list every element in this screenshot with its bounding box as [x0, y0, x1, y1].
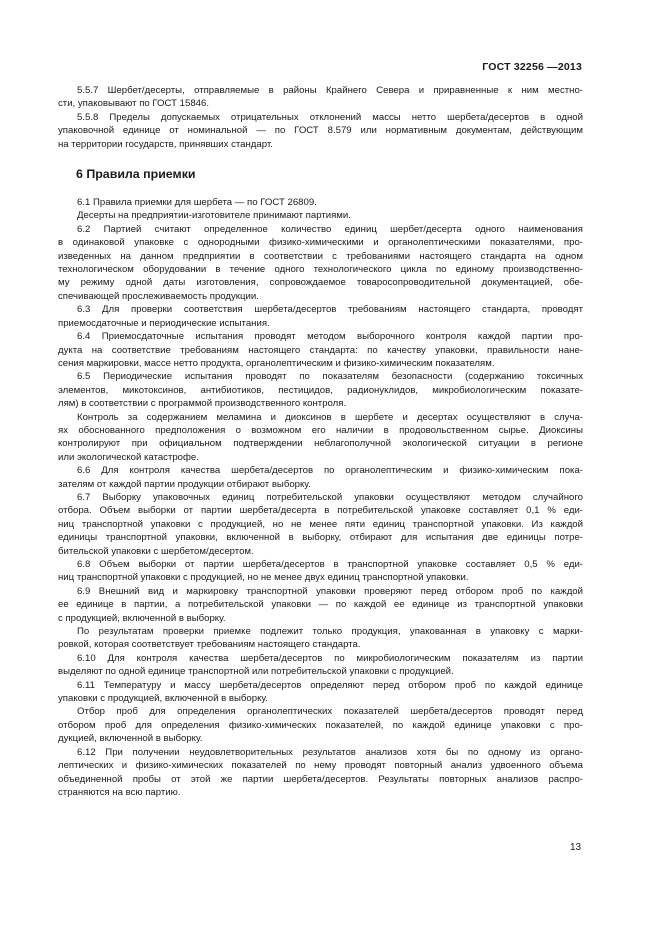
- paragraph-line: отбора. Объем выборки от партии шербета/десерта в потребительской упаковке составляет 0,1 % еди-: [58, 505, 583, 517]
- paragraph-line: ях обоснованного предположения о возможном его наличии в продовольственном сырье. Диоксины: [58, 424, 583, 436]
- paragraph-line: ее единице в партии, а потребительской упаковки — по каждой ее единице из транспортной упаковки: [58, 599, 583, 611]
- page-number: 13: [570, 842, 582, 853]
- paragraph-line: Десерты на предприятии-изготовителе принимают партиями.: [77, 210, 351, 222]
- paragraph-line: 6.10 Для контроля качества шербета/десертов по микробиологическим показателям из партии: [77, 652, 583, 664]
- paragraph-line: единицы транспортной упаковки, включенной в выборку, отбирают для испытания две единицы потре-: [58, 532, 583, 544]
- paragraph-line: 6.6 Для контроля качества шербета/десертов по органолептическим и физико-химическим пока-: [77, 465, 583, 477]
- paragraph-line: 6.9 Внешний вид и маркировку транспортной упаковки проверяют перед отбором проб по каждой: [77, 585, 583, 597]
- paragraph: [58, 746, 583, 800]
- paragraph: [58, 491, 583, 558]
- paragraph-line: 5.5.7 Шербет/десерты, отправляемые в районы Крайнего Севера и приравненные к ним местно-: [77, 85, 583, 96]
- paragraph-line: или экологической катастрофе.: [58, 451, 199, 463]
- paragraph-line: в одинаковой упаковке с однородными физико-химическими и органолептическими показателями, про-: [58, 237, 583, 249]
- paragraph: [58, 411, 583, 465]
- paragraph-line: зателям от каждой партии продукции отбирают выборку.: [58, 478, 311, 490]
- section-title: 6 Правила приемки: [76, 167, 196, 182]
- standard-header: ГОСТ 32256 —2013: [482, 61, 582, 73]
- paragraph-line: лям) в соответствии с программой производственного контроля.: [58, 398, 347, 410]
- paragraph-line: 6.3 Для проверки соответствия шербета/десертов требованиям настоящего стандарта, проводят: [77, 304, 583, 316]
- paragraph-line: 6.8 Объем выборки от партии шербета/десертов в транспортной упаковке составляет 0,5 % еди-: [77, 559, 583, 570]
- paragraph-line: упаковочной единице от номинальной — по ГОСТ 8.579 или нормативным документам, действующим: [58, 125, 583, 137]
- paragraph-line: ниц транспортной упаковки с продукцией, но не менее двух единиц транспортной упаковки.: [58, 572, 469, 584]
- paragraph-line: сти, упаковывают по ГОСТ 15846.: [58, 98, 210, 110]
- paragraph-line: дукта на соответствие требованиям настоящего стандарта: по качеству упаковки, правильности нане-: [58, 344, 583, 356]
- paragraph: [58, 652, 583, 679]
- paragraph-line: По результатам проверки приемке подлежит только продукция, упакованная в упаковку с марки-: [77, 626, 583, 638]
- paragraph-line: элементов, микотоксинов, антибиотиков, пестицидов, радионуклидов, микробиологическим показате-: [58, 384, 583, 396]
- paragraph: [58, 705, 583, 745]
- paragraph-line: страняются на всю партию.: [58, 786, 181, 798]
- paragraph-line: сения маркировки, массе нетто продукта, органолептическим и физико-химическим показателям.: [58, 357, 495, 369]
- paragraph: [58, 196, 583, 209]
- paragraph-line: 6.4 Приемосдаточные испытания проводят методом выборочного контроля каждой партии про-: [77, 331, 583, 343]
- paragraph: [58, 209, 583, 222]
- paragraph-line: 6.11 Температуру и массу шербета/десертов определяют перед отбором проб по каждой единице: [77, 679, 583, 691]
- paragraph: [58, 303, 583, 330]
- section-6-block: [58, 196, 583, 799]
- paragraph-line: технологическом оборудовании в течение одного технологического цикла по единому производственно-: [58, 264, 583, 276]
- paragraph-line: лептических и физико-химических показателей по нему проводят повторный анализ удвоенного объема: [58, 760, 583, 772]
- page-content: [58, 84, 583, 799]
- paragraph-line: Отбор проб для определения органолептических показателей шербета/десертов проводят перед: [77, 706, 583, 718]
- paragraph-line: контролируют при официальном подтверждении неблагополучной экологической ситуации в регионе: [58, 438, 583, 450]
- paragraph-line: му режиму одной даты изготовления, сопровождаемое товаросопроводительной документацией, обе-: [58, 277, 583, 289]
- paragraph-line: 6.12 При получении неудовлетворительных результатов анализов хотя бы по одному из органо-: [77, 746, 583, 758]
- paragraph: [58, 558, 583, 585]
- paragraph: [58, 111, 583, 151]
- paragraph-line: отбором проб для определения физико-химических показателей, по каждой единице упаковки с про-: [58, 719, 583, 731]
- paragraph-line: 5.5.8 Пределы допускаемых отрицательных отклонений массы нетто шербета/десертов в одной: [77, 111, 583, 123]
- paragraph: [58, 223, 583, 303]
- paragraph-line: бительской упаковки с шербетом/десертом.: [58, 545, 254, 557]
- paragraph-line: спечивающей прослеживаемость продукции.: [58, 290, 259, 302]
- paragraph-line: Контроль за содержанием меламина и диоксинов в шербете и десертах осуществляют в случа-: [77, 411, 583, 423]
- paragraph-line: дукцией, включенной в выборку.: [58, 733, 203, 745]
- paragraph: [58, 679, 583, 706]
- paragraph-line: 6.5 Периодические испытания проводят по показателям безопасности (содержанию токсичных: [77, 371, 583, 383]
- paragraph: [58, 625, 583, 652]
- paragraph-line: 6.1 Правила приемки для шербета — по ГОСТ 26809.: [77, 197, 317, 209]
- paragraph-line: упаковки с продукцией, включенной в выборку.: [58, 693, 268, 705]
- paragraph-line: с продукцией, включенной в выборку.: [58, 612, 226, 624]
- paragraph: [58, 370, 583, 410]
- paragraph: [58, 330, 583, 370]
- paragraph-line: изведенных на данном предприятии в соответствии с требованиями настоящего стандарта на одном: [58, 250, 583, 262]
- paragraph-line: ниц транспортной упаковки с продукцией, но не менее пяти единиц транспортной упаковки. Из каждой: [58, 518, 583, 530]
- paragraph-line: 6.7 Выборку упаковочных единиц потребительской упаковки осуществляют методом случайного: [77, 491, 583, 503]
- paragraph: [58, 464, 583, 491]
- paragraph-line: ровкой, которая соответствует требованиям настоящего стандарта.: [58, 639, 361, 651]
- paragraph-line: приемосдаточные и периодические испытания.: [58, 317, 270, 329]
- paragraph-line: 6.2 Партией считают определенное количество единиц шербет/десерта одного наименования: [77, 223, 583, 235]
- paragraph-line: объединенной пробы от этой же партии шербета/десертов. Результаты повторных анализов распро-: [58, 773, 583, 785]
- subsection-5-5-block: [58, 84, 583, 151]
- paragraph: [58, 585, 583, 625]
- paragraph: [58, 84, 583, 111]
- paragraph-line: на территории государств, принявших стандарт.: [58, 138, 273, 150]
- paragraph-line: выделяют по одной единице транспортной или потребительской упаковки с продукцией.: [58, 666, 454, 678]
